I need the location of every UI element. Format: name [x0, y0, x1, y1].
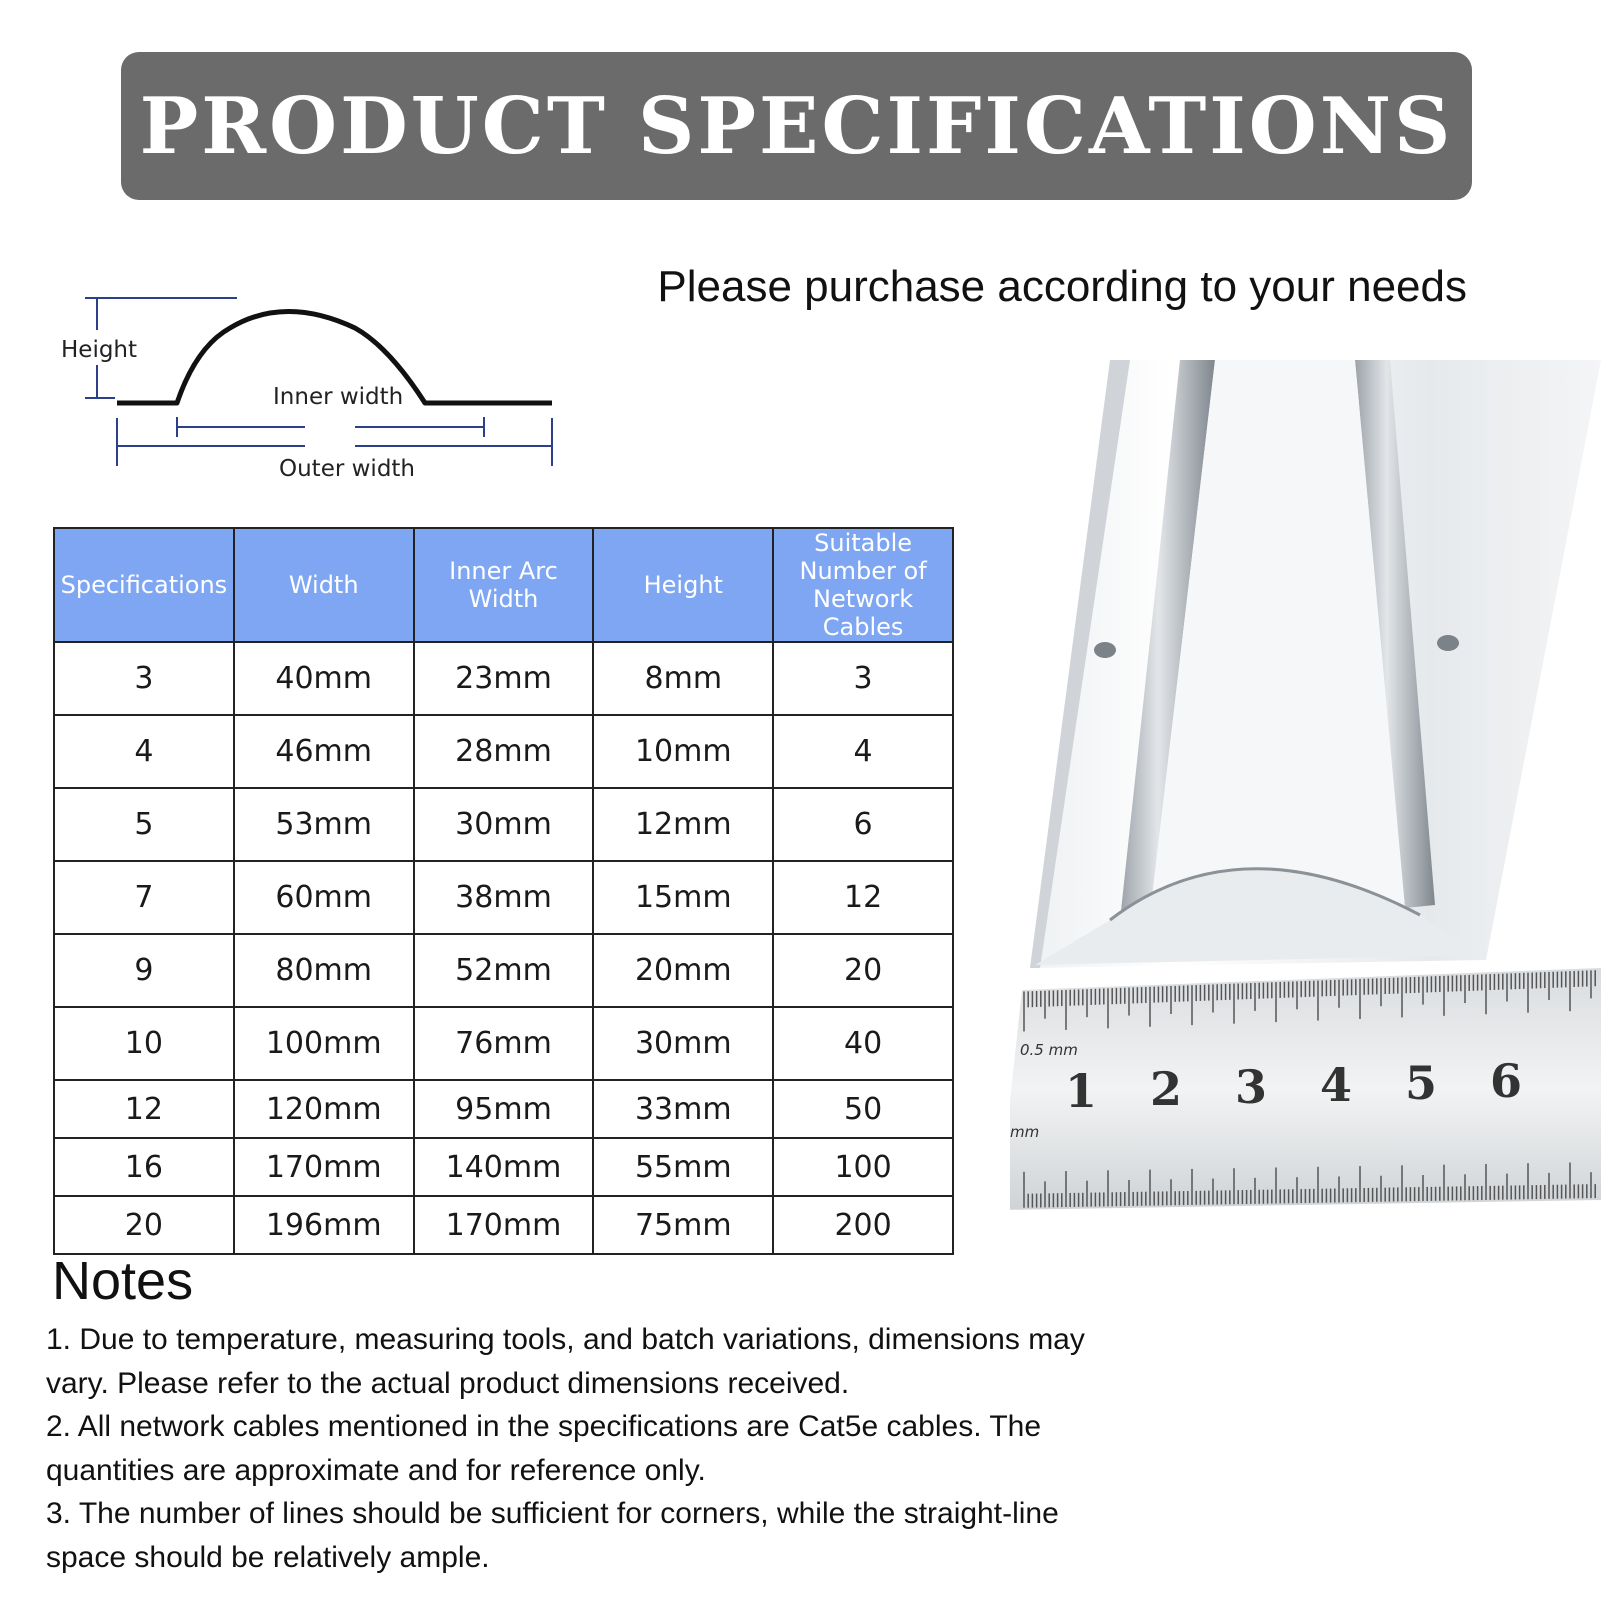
note-line: 1. Due to temperature, measuring tools, and batch variations, dimensions may	[46, 1323, 1085, 1356]
table-cell: 100mm	[234, 1007, 414, 1080]
table-row	[54, 934, 953, 1007]
table-cell: 10	[54, 1007, 234, 1080]
table-cell: 4	[773, 715, 953, 788]
table-cell: 5	[54, 788, 234, 861]
table-row	[54, 1007, 953, 1080]
table-row	[54, 715, 953, 788]
table-cell: 16	[54, 1138, 234, 1196]
note-line: vary. Please refer to the actual product dimensions received.	[46, 1366, 850, 1400]
product-photo	[1010, 360, 1601, 1215]
ruler-number: 3	[1235, 1060, 1268, 1114]
measuring-ruler	[1010, 968, 1601, 1210]
table-cell: 20	[54, 1196, 234, 1254]
table-cell: 20mm	[593, 934, 773, 1007]
table-cell: 200	[773, 1196, 953, 1254]
ruler-number: 6	[1490, 1054, 1523, 1108]
table-header-row	[54, 528, 953, 642]
note-line: space should be relatively ample.	[46, 1540, 490, 1574]
table-cell: 30mm	[414, 788, 594, 861]
mounting-hole	[1094, 642, 1116, 658]
ruler-scale-label-top: 0.5 mm	[1020, 1041, 1078, 1059]
header-inner-arc-width: Inner Arc Width	[414, 528, 594, 642]
header-cable-count: Suitable Number of Network Cables	[773, 528, 953, 642]
table-row	[54, 1138, 953, 1196]
table-cell: 33mm	[593, 1080, 773, 1138]
height-label: Height	[61, 337, 138, 363]
notes-list	[46, 1318, 1226, 1579]
note-line: quantities are approximate and for reference only.	[46, 1453, 706, 1487]
table-cell: 15mm	[593, 861, 773, 934]
table-row	[54, 1196, 953, 1254]
ruler-scale-label-bottom: mm	[1010, 1123, 1040, 1141]
purchase-tagline: Please purchase according to your needs	[657, 262, 1467, 311]
outer-width-label: Outer width	[279, 456, 416, 482]
table-cell: 40mm	[234, 642, 414, 715]
table-cell: 4	[54, 715, 234, 788]
table-cell: 12	[54, 1080, 234, 1138]
table-cell: 28mm	[414, 715, 594, 788]
table-cell: 40	[773, 1007, 953, 1080]
table-cell: 38mm	[414, 861, 594, 934]
note-line: 3. The number of lines should be sufficient for corners, while the straight-line	[46, 1497, 1059, 1530]
table-cell: 6	[773, 788, 953, 861]
table-cell: 76mm	[414, 1007, 594, 1080]
ruler-number: 1	[1065, 1064, 1098, 1118]
table-cell: 95mm	[414, 1080, 594, 1138]
table-row	[54, 1080, 953, 1138]
cable-protector-track	[1030, 360, 1601, 968]
table-row	[54, 861, 953, 934]
table-cell: 46mm	[234, 715, 414, 788]
table-cell: 50	[773, 1080, 953, 1138]
table-cell: 3	[773, 642, 953, 715]
table-cell: 7	[54, 861, 234, 934]
table-cell: 140mm	[414, 1138, 594, 1196]
table-cell: 55mm	[593, 1138, 773, 1196]
table-cell: 20	[773, 934, 953, 1007]
cross-section-diagram	[55, 290, 575, 490]
header-height: Height	[593, 528, 773, 642]
title-banner	[121, 52, 1472, 200]
table-cell: 8mm	[593, 642, 773, 715]
table-cell: 60mm	[234, 861, 414, 934]
table-cell: 52mm	[414, 934, 594, 1007]
table-cell: 12mm	[593, 788, 773, 861]
table-cell: 120mm	[234, 1080, 414, 1138]
ruler-number: 2	[1150, 1062, 1183, 1116]
specifications-table	[53, 527, 954, 1255]
table-cell: 170mm	[414, 1196, 594, 1254]
table-cell: 23mm	[414, 642, 594, 715]
table-cell: 9	[54, 934, 234, 1007]
table-cell: 53mm	[234, 788, 414, 861]
mounting-hole	[1437, 635, 1459, 651]
page-title: PRODUCT SPECIFICATIONS	[139, 80, 1454, 172]
header-width: Width	[234, 528, 414, 642]
table-cell: 12	[773, 861, 953, 934]
inner-width-label: Inner width	[273, 384, 404, 410]
table-cell: 196mm	[234, 1196, 414, 1254]
header-specifications: Specifications	[54, 528, 234, 642]
notes-heading: Notes	[52, 1251, 194, 1311]
ruler-number: 5	[1405, 1056, 1438, 1110]
table-row	[54, 788, 953, 861]
table-cell: 30mm	[593, 1007, 773, 1080]
table-cell: 10mm	[593, 715, 773, 788]
note-line: 2. All network cables mentioned in the specifications are Cat5e cables. The	[46, 1410, 1042, 1443]
table-row	[54, 642, 953, 715]
table-cell: 100	[773, 1138, 953, 1196]
table-cell: 80mm	[234, 934, 414, 1007]
ruler-number: 4	[1320, 1058, 1353, 1112]
table-cell: 3	[54, 642, 234, 715]
table-cell: 170mm	[234, 1138, 414, 1196]
table-cell: 75mm	[593, 1196, 773, 1254]
